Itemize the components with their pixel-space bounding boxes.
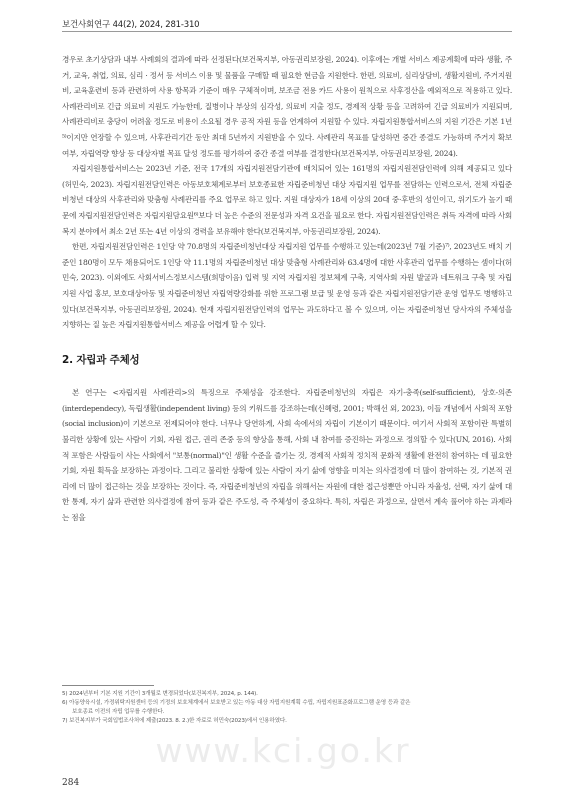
section-heading: 2. 자립과 주체성 [62,353,140,366]
footnotes [62,690,512,726]
body-paragraph: 자립지원통합서비스는 2023년 기준, 전국 17개의 자립지원전담기관에 배치되어 있는 161명의 자립지원전담인력에 의해 제공되고 있다(허민숙, 2023). 자립지원전담인력은 아동보호체계로부터 보호종료한 자립준비청년 대상 자립지원 업무를 전담하는 인력으로서, 전체 자립준비청년 대상의 사후관리와 맞춤형 사례관리를 주요 업무로 하고 있다. 지원 대상자가 18세 이상의 20대 중·후반의 성인이고, 위기도가 높기 때문에 자립지원전담인력은 자립지원담요원⁶⁾보다 더 높은 수준의 전문성과 자격 요건을 필요로 한다. 자립지원전담인력은 취득 자격에 따라 사회복지 분야에서 최소 2년 또는 4년 이상의 경력을 보유해야 한다(보건복지부, 아동권리보장원, 2024). [62,164,512,236]
body-paragraph: 본 연구는 <자립지원 사례관리>의 특징으로 주체성을 강조한다. 자립준비청년의 자립은 자기-충족(self-sufficient), 상호-의존(interdependecy), 독립생활(independent living) 등의 키워드를 강조하는데(신혜령, 2001; 박해선 외, 2023), 이들 개념에서 사회적 포함(social inclusion)이 기본으로 전제되어야 한다. 너무나 당연하게, 사회 속에서의 자립이 기본이기 때문이다. 여기서 사회적 포함이란 특별히 불리한 상황에 있는 사람이 기회, 자원 접근, 권리 존중 등의 향상을 통해, 사회 내 참여를 증진하는 과정으로 정의할 수 있다(UN, 2016). 사회적 포함은 사람들이 사는 사회에서 "보통(normal)"인 생활 수준을 즐기는 것, 경제적 사회적 정치적 문화적 생활에 완전히 참여하는 데 필요한 기회, 자원 획득을 보장하는 과정이다. 그리고 불리한 상황에 있는 사람이 자기 삶에 영향을 미치는 의사결정에 더 많이 참여하는 것, 기본적 권리에 더 많이 접근하는 것을 보장하는 것이다. 즉, 자립준비청년의 자립을 위해서는 자원에 대한 접근성뿐만 아니라 자율성, 선택, 자기 삶에 대한 통제, 자기 삶과 관련한 의사결정에 참여 등과 같은 주도성, 즉 주체성이 중요하다. 특히, 자립은 과정으로, 살면서 계속 풀어야 하는 과제라는 점을 [62,388,512,523]
page-number: 284 [62,778,80,788]
footnote-divider [62,685,154,686]
watermark: www.kci.go.kr [155,731,411,770]
footnote: 6) 아동양육시설, 가정위탁지원센터 등의 기정의 보호체계에서 보호받고 있는 아동 대상 자립지원계획 수립, 자립지원표준화프로그램 운영 등과 같은 [62,700,411,706]
body-paragraph: 경우로 초기상담과 내부 사례회의 결과에 따라 선정된다(보건복지부, 아동권리보장원, 2024). 이후에는 개별 서비스 제공계획에 따라 생활, 주거, 교육, 취업, 의료, 심리 · 정서 등 서비스 이용 및 물품을 구매할 때 필요한 현금을 지원한다. 한편, 의료비, 심리상담비, 생활지원비, 주거지원비, 교육훈련비 등과 관련하여 사용 항목과 기준이 매우 구체적이며, 보조금 전용 카드 사용이 원칙으로 사후정산을 예외적으로 적용하고 있다. 사례관리비로 긴급 의료비 지원도 가능한데, 질병이나 부상의 심각성, 의료비 지출 정도, 경제적 상황 등을 고려하여 긴급 의료비가 지원되며, 사례관리비로 충당이 어려울 정도로 비용이 소요될 경우 공적 자원 등을 연계하여 지원할 수 있다. 자립지원통합서비스의 지원 기간은 기본 1년⁵⁾이지만 연장할 수 있으며, 사후관리기간 동안 최대 5년까지 지원받을 수 있다. 사례관리 목표를 달성하면 중간 종결도 가능하며 주거지 확보 여부, 자립역량 향상 등 대상자별 목표 달성 정도를 평가하여 중간 종결 여부를 결정한다(보건복지부, 아동권리보장원, 2024). [62,55,512,158]
header-divider [62,31,512,32]
footnote: 5) 2024년부터 기본 지원 기간이 3개월로 변경되었다(보건복지부, 2024, p. 144). [62,691,258,697]
running-header: 보건사회연구 44(2), 2024, 281-310 [62,20,200,30]
footnote: 7) 보건복지부가 국회입법조사처에 제출(2023. 8. 2.)한 자료로 허민숙(2023)에서 인용하였다. [62,718,287,724]
footnote-continuation: 보호종료 이전의 자립 업무를 수행한다. [72,709,165,715]
body-paragraph: 한편, 자립지원전담인력은 1인당 약 70.8명의 자립준비청년대상 자립지원 업무를 수행하고 있는데(2023년 7월 기준)⁷⁾, 2023년도 배치 기준인 180명이 모두 채용되어도 1인당 약 11.1명의 자립준비청년 대상 맞춤형 사례관리와 63.4명에 대한 사후관리 업무를 수행하는 셈이다(허민숙, 2023). 이외에도 사회서비스정보시스템(희망이음) 입력 및 지역 자립지원 정보체계 구축, 지역사회 자원 발굴과 네트워크 구축 및 자립지원 사업 홍보, 보호대상아동 및 자립준비청년 자립역량강화를 위한 프로그램 보급 및 운영 등과 같은 자립지원전담기관 운영 업무도 병행하고 있다(보건복지부, 아동권리보장원, 2024). 현재 자립지원전담인력의 업무는 과도하다고 볼 수 있으며, 이는 자립준비청년 당사자의 주체성을 지향하는 질 높은 자립지원통합서비스 제공을 어렵게 할 수 있다. [62,242,512,330]
main-body [62,52,512,526]
